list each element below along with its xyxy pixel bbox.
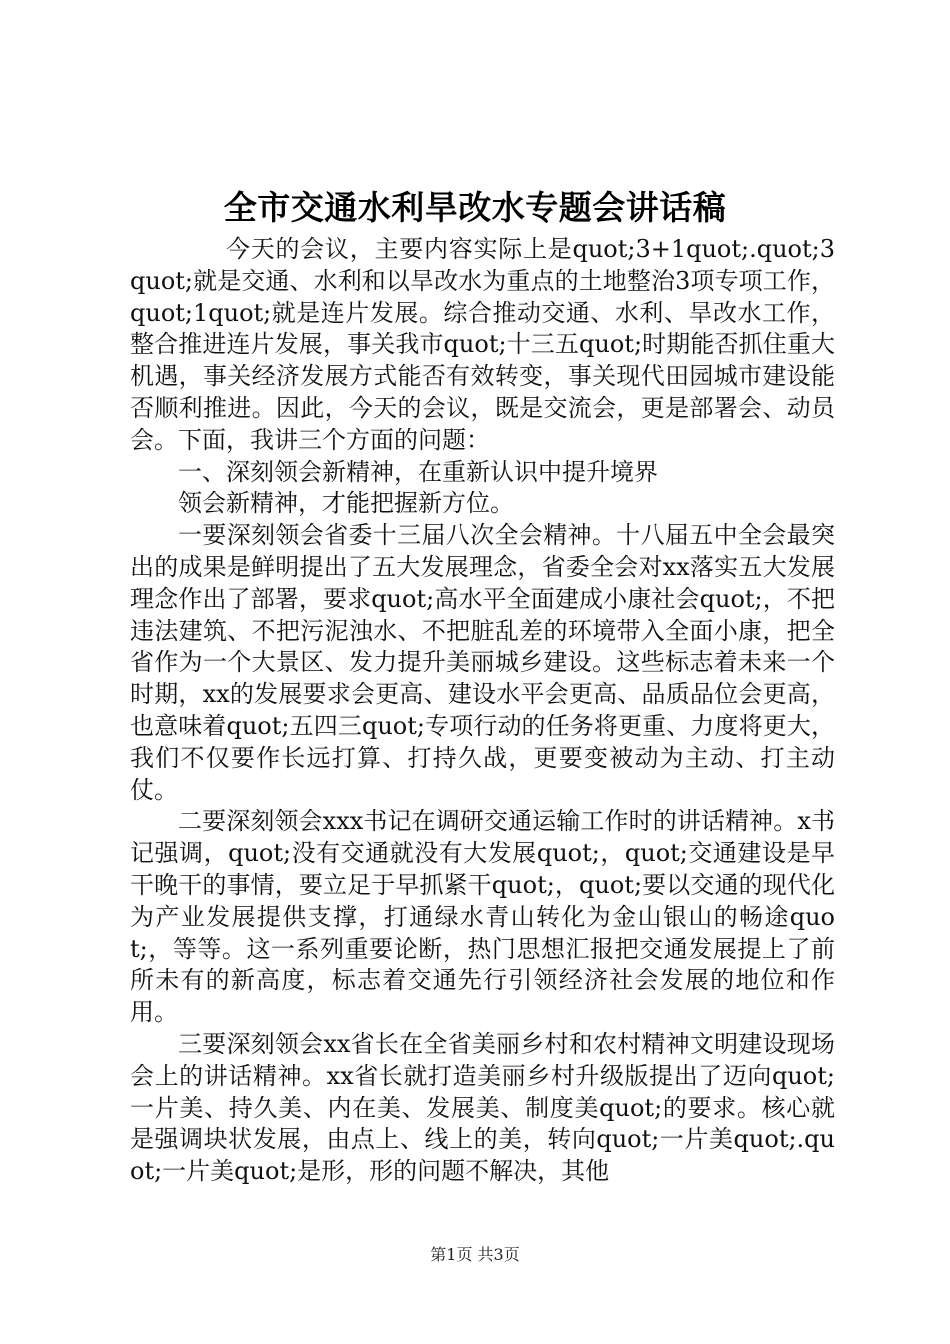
paragraph-point-2: 二要深刻领会xxx书记在调研交通运输工作时的讲话精神。x书记强调，quot;没有交通就没有大发展quot;，quot;交通建设是早干晚干的事情，要立足于早抓紧干quot;，quot;要以交通的现代化为产业发展提供支撑，打通绿水青山转化为金山银山的畅途quot;，等等。这一系列重要论断，热门思想汇报把交通发展提上了前所未有的新高度，标志着交通先行引领经济社会发展的地位和作用。 (130, 807, 835, 1027)
section-heading-1: 一、深刻领会新精神，在重新认识中提升境界 (178, 457, 658, 486)
document-body (130, 234, 835, 1188)
paragraph-point-3: 三要深刻领会xx省长在全省美丽乡村和农村精神文明建设现场会上的讲话精神。xx省长就打造美丽乡村升级版提出了迈向quot;一片美、持久美、内在美、发展美、制度美quot;的要求。核心就是强调块状发展，由点上、线上的美，转向quot;一片美quot;.quot;一片美quot;是形，形的问题不解决，其他 (130, 1029, 835, 1186)
paragraph-intro: 今天的会议，主要内容实际上是quot;3+1quot;.quot;3quot;就是交通、水利和以旱改水为重点的土地整治3项专项工作，quot;1quot;就是连片发展。综合推动交通、水利、旱改水工作，整合推进连片发展，事关我市quot;十三五quot;时期能否抓住重大机遇，事关经济发展方式能否有效转变，事关现代田园城市建设能否顺利推进。因此，今天的会议，既是交流会，更是部署会、动员会。下面，我讲三个方面的问题： (130, 235, 835, 454)
paragraph-point-1: 一要深刻领会省委十三届八次全会精神。十八届五中全会最突出的成果是鲜明提出了五大发展理念，省委全会对xx落实五大发展理念作出了部署，要求quot;高水平全面建成小康社会quot;，不把违法建筑、不把污泥浊水、不把脏乱差的环境带入全面小康，把全省作为一个大景区、发力提升美丽城乡建设。这些标志着未来一个时期，xx的发展要求会更高、建设水平会更高、品质品位会更高，也意味着quot;五四三quot;专项行动的任务将更重、力度将更大，我们不仅要作长远打算、打持久战，更要变被动为主动、打主动仗。 (130, 521, 835, 804)
paragraph-lead: 领会新精神，才能把握新方位。 (178, 489, 514, 518)
page-footer: 第1页 共3页 (430, 1245, 520, 1264)
document-title: 全市交通水利旱改水专题会讲话稿 (223, 188, 727, 227)
